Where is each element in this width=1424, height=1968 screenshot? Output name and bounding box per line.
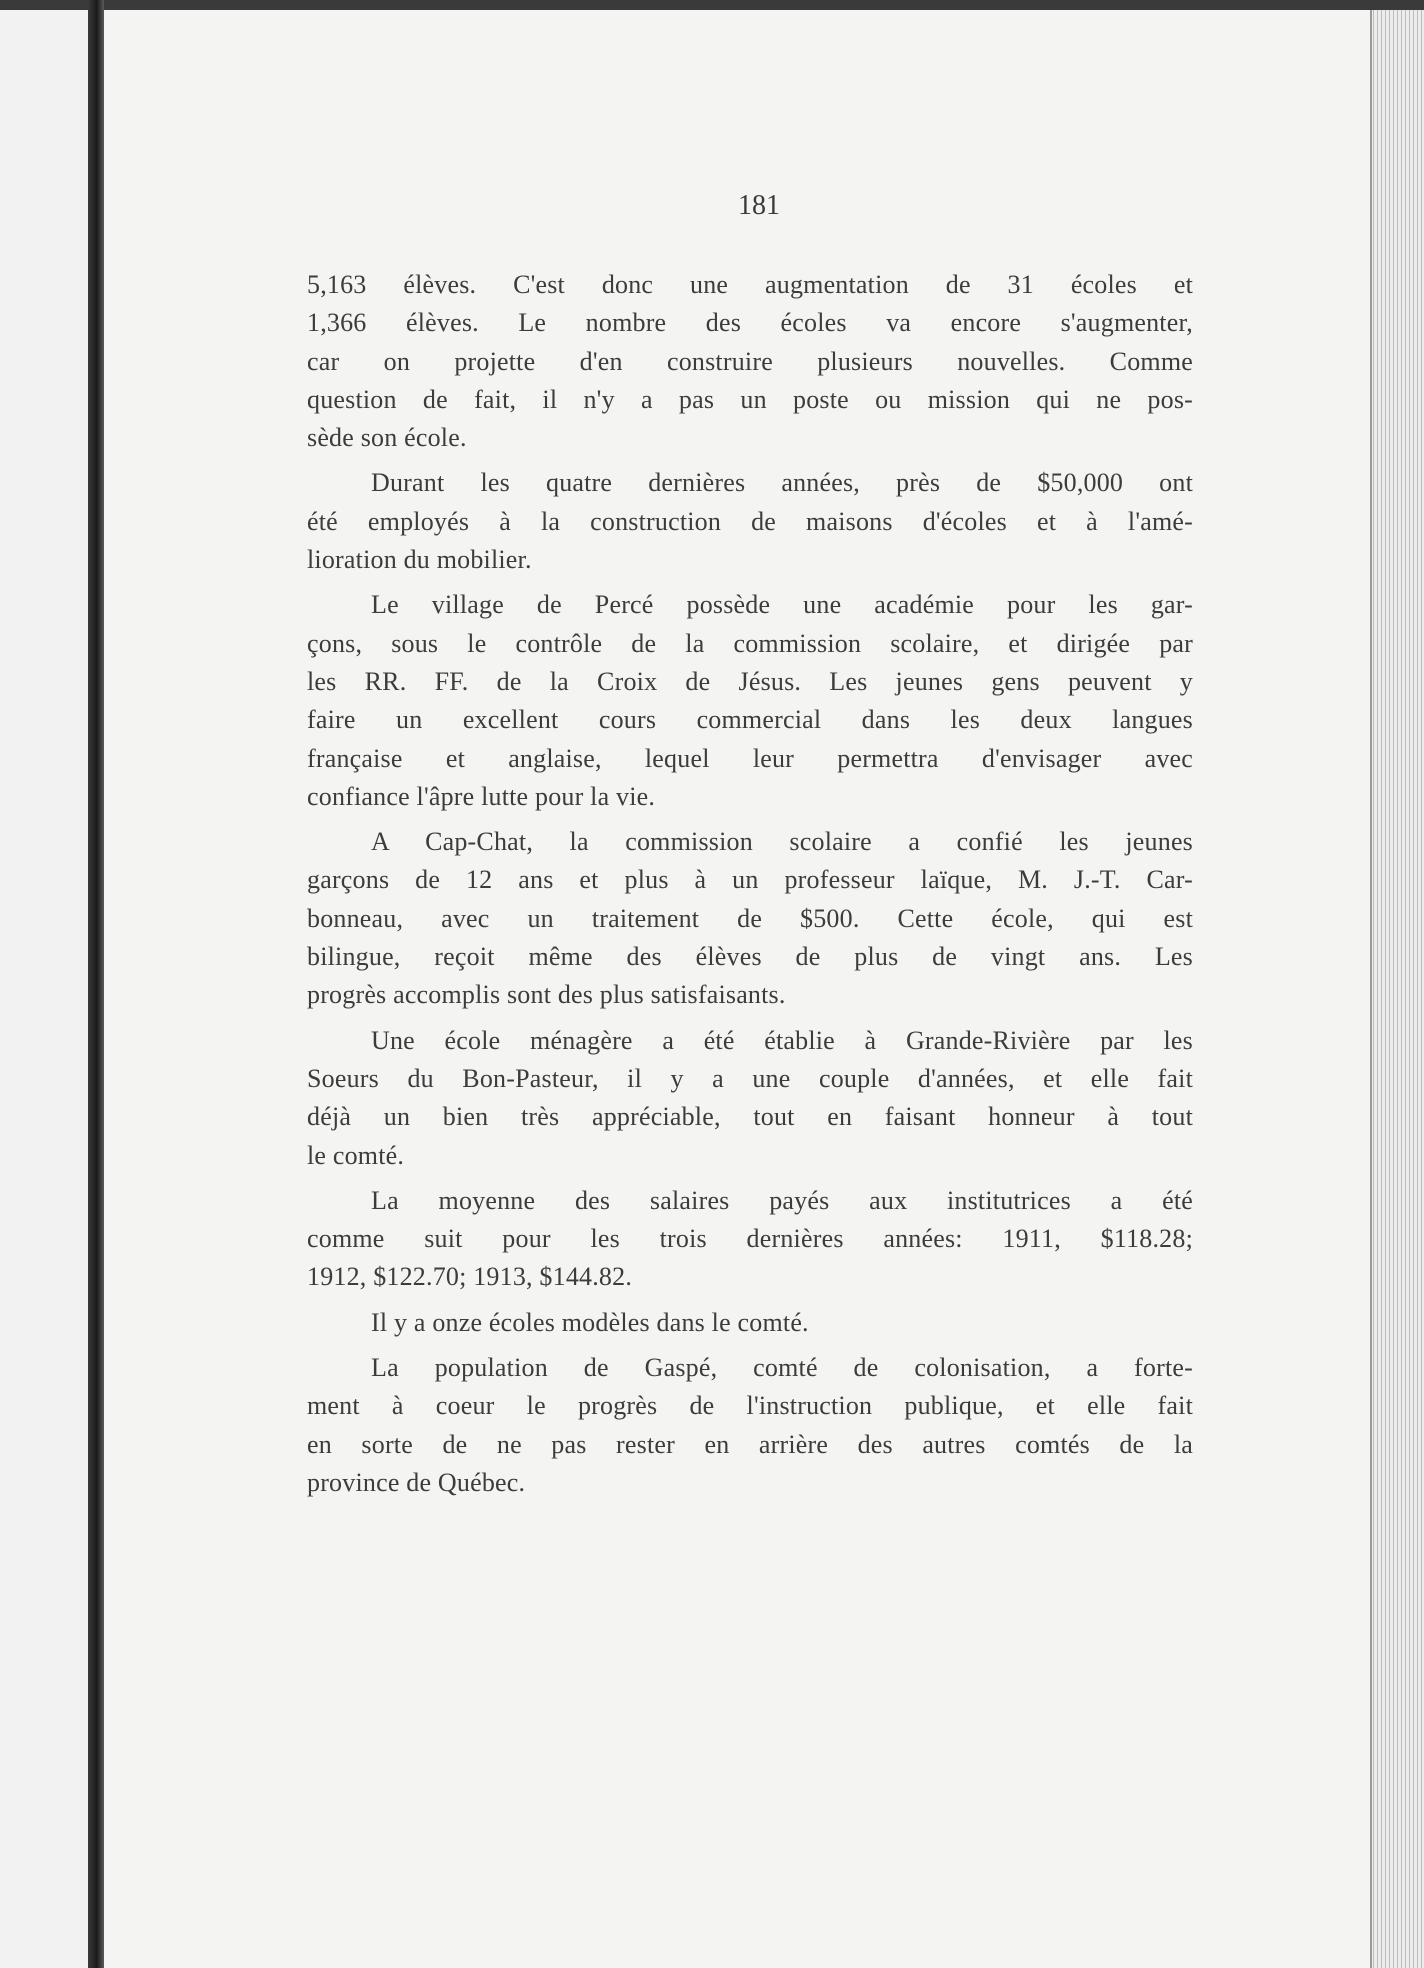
page-stack-edge — [1370, 10, 1424, 1968]
text-line: française et anglaise, lequel leur permettra d'envisager avec — [307, 743, 1193, 773]
page-stack-shadow — [1370, 10, 1372, 1968]
text-line: A Cap-Chat, la commission scolaire a confié les jeunes — [371, 827, 1193, 857]
book-spine — [88, 0, 104, 1968]
paragraph — [307, 1349, 1193, 1502]
text-line: bonneau, avec un traitement de $500. Cette école, qui est — [307, 903, 1193, 933]
text-line: ment à coeur le progrès de l'instruction publique, et elle fait — [307, 1391, 1193, 1421]
text-line: comme suit pour les trois dernières années: 1911, $118.28; — [307, 1224, 1193, 1254]
text-line: Durant les quatre dernières années, près de $50,000 ont — [371, 468, 1193, 498]
text-line: sède son école. — [307, 423, 467, 453]
text-line: garçons de 12 ans et plus à un professeur laïque, M. J.-T. Car- — [307, 865, 1193, 895]
body-text — [307, 266, 1193, 1509]
text-line: bilingue, reçoit même des élèves de plus de vingt ans. Les — [307, 942, 1193, 972]
text-line: car on projette d'en construire plusieurs nouvelles. Comme — [307, 346, 1193, 376]
text-line: faire un excellent cours commercial dans les deux langues — [307, 705, 1193, 735]
text-line: déjà un bien très appréciable, tout en faisant honneur à tout — [307, 1102, 1193, 1132]
text-line: le comté. — [307, 1140, 405, 1170]
text-line: Le village de Percé possède une académie pour les gar- — [371, 590, 1193, 620]
text-line: 1912, $122.70; 1913, $144.82. — [307, 1262, 633, 1292]
text-line: La moyenne des salaires payés aux institutrices a été — [371, 1185, 1193, 1215]
text-line: La population de Gaspé, comté de colonisation, a forte- — [371, 1353, 1193, 1383]
text-line: progrès accomplis sont des plus satisfaisants. — [307, 980, 786, 1010]
paragraph — [307, 1304, 1193, 1342]
text-line: Soeurs du Bon-Pasteur, il y a une couple d'années, et elle fait — [307, 1063, 1193, 1093]
paragraph — [307, 586, 1193, 816]
book-top-edge — [0, 0, 1424, 10]
text-line: lioration du mobilier. — [307, 545, 532, 575]
text-line: question de fait, il n'y a pas un poste ou mission qui ne pos- — [307, 384, 1193, 414]
text-line: 1,366 élèves. Le nombre des écoles va encore s'augmenter, — [307, 308, 1193, 338]
left-page-margin — [0, 10, 88, 1968]
paragraph — [307, 1182, 1193, 1297]
paragraph — [307, 1022, 1193, 1175]
text-line: province de Québec. — [307, 1467, 526, 1497]
page-number: 181 — [738, 190, 780, 221]
paragraph — [307, 823, 1193, 1014]
text-line: été employés à la construction de maisons d'écoles et à l'amé- — [307, 506, 1193, 536]
text-line: Une école ménagère a été établie à Grande-Rivière par les — [371, 1025, 1193, 1055]
text-line: çons, sous le contrôle de la commission scolaire, et dirigée par — [307, 628, 1193, 658]
text-line: les RR. FF. de la Croix de Jésus. Les jeunes gens peuvent y — [307, 666, 1193, 696]
text-line: Il y a onze écoles modèles dans le comté. — [371, 1307, 809, 1337]
text-line: confiance l'âpre lutte pour la vie. — [307, 781, 656, 811]
paragraph — [307, 266, 1193, 457]
paragraph — [307, 464, 1193, 579]
text-line: en sorte de ne pas rester en arrière des autres comtés de la — [307, 1429, 1193, 1459]
text-line: 5,163 élèves. C'est donc une augmentation de 31 écoles et — [307, 270, 1193, 299]
